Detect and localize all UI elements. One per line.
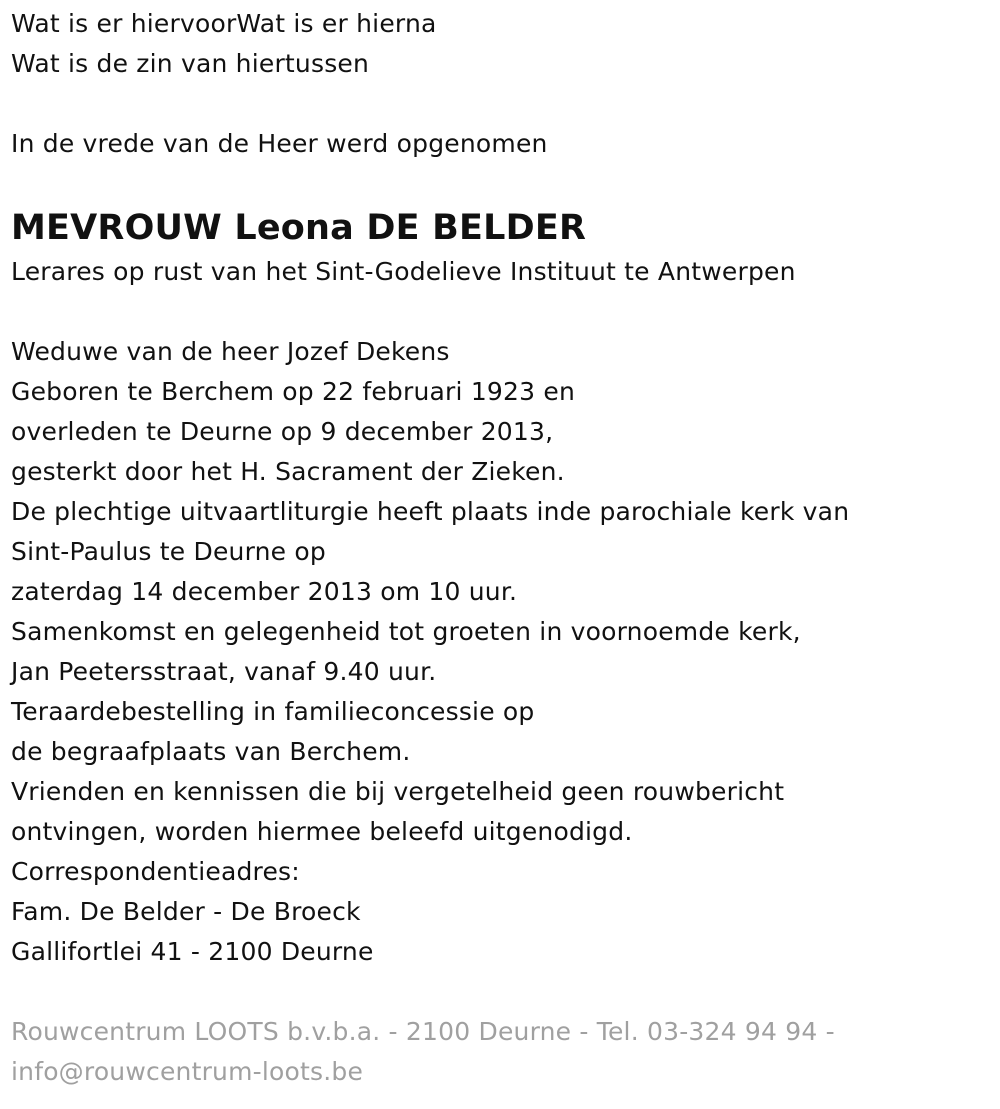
- spacer: [11, 84, 986, 124]
- body-line: Vrienden en kennissen die bij vergetelheid geen rouwbericht: [11, 777, 785, 806]
- deceased-occupation: Lerares op rust van het Sint-Godelieve Instituut te Antwerpen: [11, 257, 796, 286]
- body-line: overleden te Deurne op 9 december 2013,: [11, 417, 554, 446]
- body-line: De plechtige uitvaartliturgie heeft plaats inde parochiale kerk van: [11, 497, 850, 526]
- spacer: [11, 292, 986, 332]
- spacer: [11, 972, 986, 1012]
- body-line: Sint-Paulus te Deurne op: [11, 537, 326, 566]
- body-line: Jan Peetersstraat, vanaf 9.40 uur.: [11, 657, 437, 686]
- spacer: [11, 164, 986, 204]
- body-line: Geboren te Berchem op 22 februari 1923 en: [11, 377, 576, 406]
- correspondence-label: Correspondentieadres:: [11, 857, 300, 886]
- funeral-home-line: Rouwcentrum LOOTS b.v.b.a. - 2100 Deurne - Tel. 03-324 94 94 -: [11, 1017, 835, 1046]
- poem-line-1: Wat is er hiervoorWat is er hierna: [11, 9, 437, 38]
- intro-line: In de vrede van de Heer werd opgenomen: [11, 129, 548, 158]
- obituary-notice: [11, 4, 986, 1092]
- funeral-home-email[interactable]: info@rouwcentrum-loots.be: [11, 1057, 364, 1086]
- poem-line-2: Wat is de zin van hiertussen: [11, 49, 370, 78]
- body-line: Teraardebestelling in familieconcessie op: [11, 697, 535, 726]
- deceased-name: MEVROUW Leona DE BELDER: [11, 208, 587, 248]
- body-line: ontvingen, worden hiermee beleefd uitgenodigd.: [11, 817, 633, 846]
- body-line: Samenkomst en gelegenheid tot groeten in voornoemde kerk,: [11, 617, 801, 646]
- body-line: de begraafplaats van Berchem.: [11, 737, 411, 766]
- body-line: Weduwe van de heer Jozef Dekens: [11, 337, 450, 366]
- body-line: gesterkt door het H. Sacrament der Zieken.: [11, 457, 565, 486]
- body-line: zaterdag 14 december 2013 om 10 uur.: [11, 577, 518, 606]
- correspondence-name: Fam. De Belder - De Broeck: [11, 897, 361, 926]
- correspondence-address: Gallifortlei 41 - 2100 Deurne: [11, 937, 374, 966]
